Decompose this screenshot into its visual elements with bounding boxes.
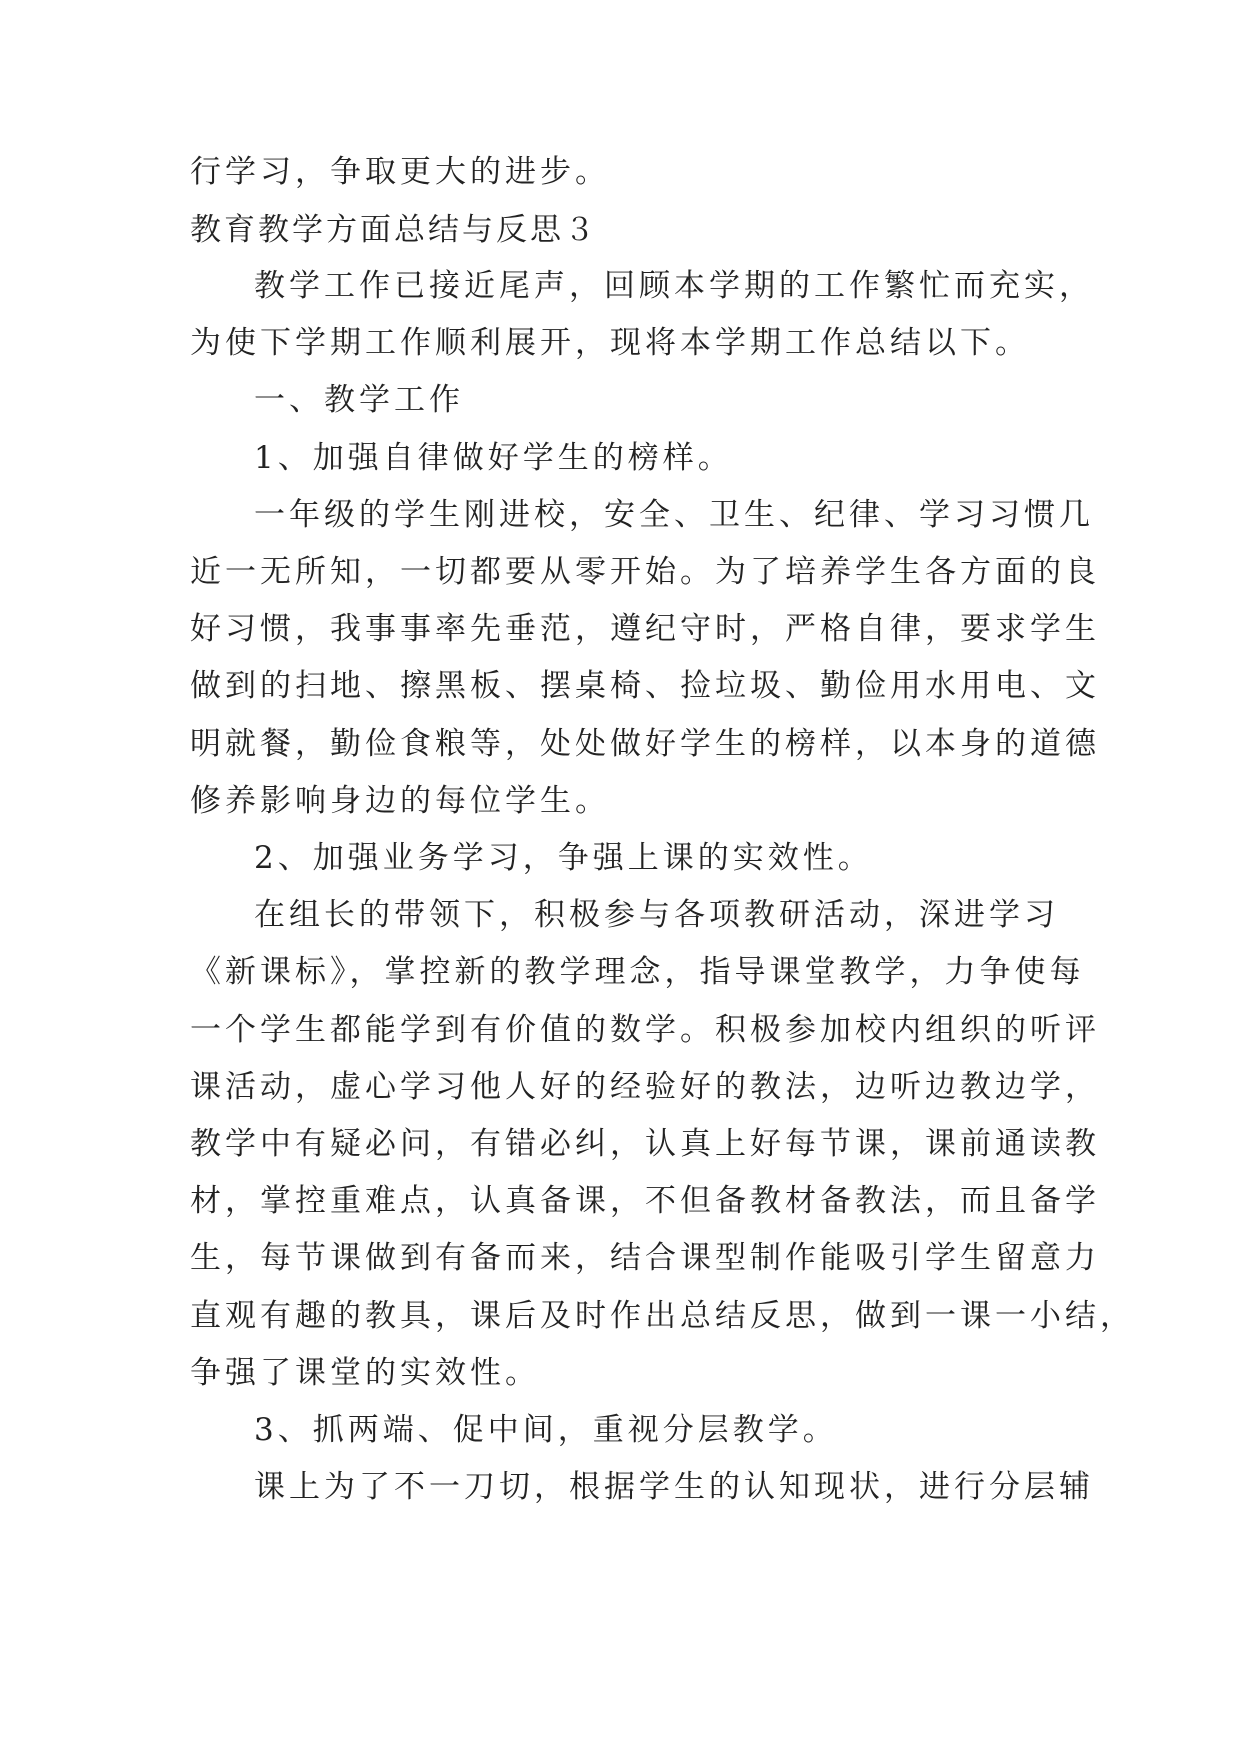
paragraph-line: 修养影响身边的每位学生。 <box>190 783 610 819</box>
paragraph-line: 争强了课堂的实效性。 <box>190 1355 540 1391</box>
paragraph-line: 课上为了不一刀切，根据学生的认知现状，进行分层辅 <box>254 1469 1094 1505</box>
paragraph-line: 为使下学期工作顺利展开，现将本学期工作总结以下。 <box>190 325 1030 361</box>
paragraph-line: 明就餐，勤俭食粮等，处处做好学生的榜样，以本身的道德 <box>190 726 1100 762</box>
subheading: 1、加强自律做好学生的榜样。 <box>254 440 733 476</box>
paragraph-line: 直观有趣的教具，课后及时作出总结反思，做到一课一小结， <box>190 1298 1135 1334</box>
paragraph-line: 行学习，争取更大的进步。 <box>190 154 610 190</box>
paragraph-line: 生，每节课做到有备而来，结合课型制作能吸引学生留意力 <box>190 1240 1100 1276</box>
subheading: 2、加强业务学习，争强上课的实效性。 <box>254 840 873 876</box>
paragraph-line: 近一无所知，一切都要从零开始。为了培养学生各方面的良 <box>190 554 1100 590</box>
subheading: 3、抓两端、促中间，重视分层教学。 <box>254 1412 838 1448</box>
paragraph-line: 一个学生都能学到有价值的数学。积极参加校内组织的听评 <box>190 1012 1100 1048</box>
paragraph-line: 做到的扫地、擦黑板、摆桌椅、捡垃圾、勤俭用水用电、文 <box>190 668 1100 704</box>
paragraph-line: 一年级的学生刚进校，安全、卫生、纪律、学习习惯几 <box>254 497 1094 533</box>
subheading: 一、教学工作 <box>254 382 464 418</box>
paragraph-line: 教学工作已接近尾声，回顾本学期的工作繁忙而充实， <box>254 268 1094 304</box>
paragraph-line: 在组长的带领下，积极参与各项教研活动，深进学习 <box>254 897 1059 933</box>
paragraph-line: 教学中有疑必问，有错必纠，认真上好每节课，课前通读教 <box>190 1126 1100 1162</box>
paragraph-line: 《新课标》，掌控新的教学理念，指导课堂教学，力争使每 <box>190 954 1085 990</box>
paragraph-line: 材，掌控重难点，认真备课，不但备教材备教法，而且备学 <box>190 1183 1100 1219</box>
paragraph-line: 课活动，虚心学习他人好的经验好的教法，边听边教边学， <box>190 1069 1100 1105</box>
section-title: 教育教学方面总结与反思３ <box>190 212 598 248</box>
paragraph-line: 好习惯，我事事率先垂范，遵纪守时，严格自律，要求学生 <box>190 611 1100 647</box>
